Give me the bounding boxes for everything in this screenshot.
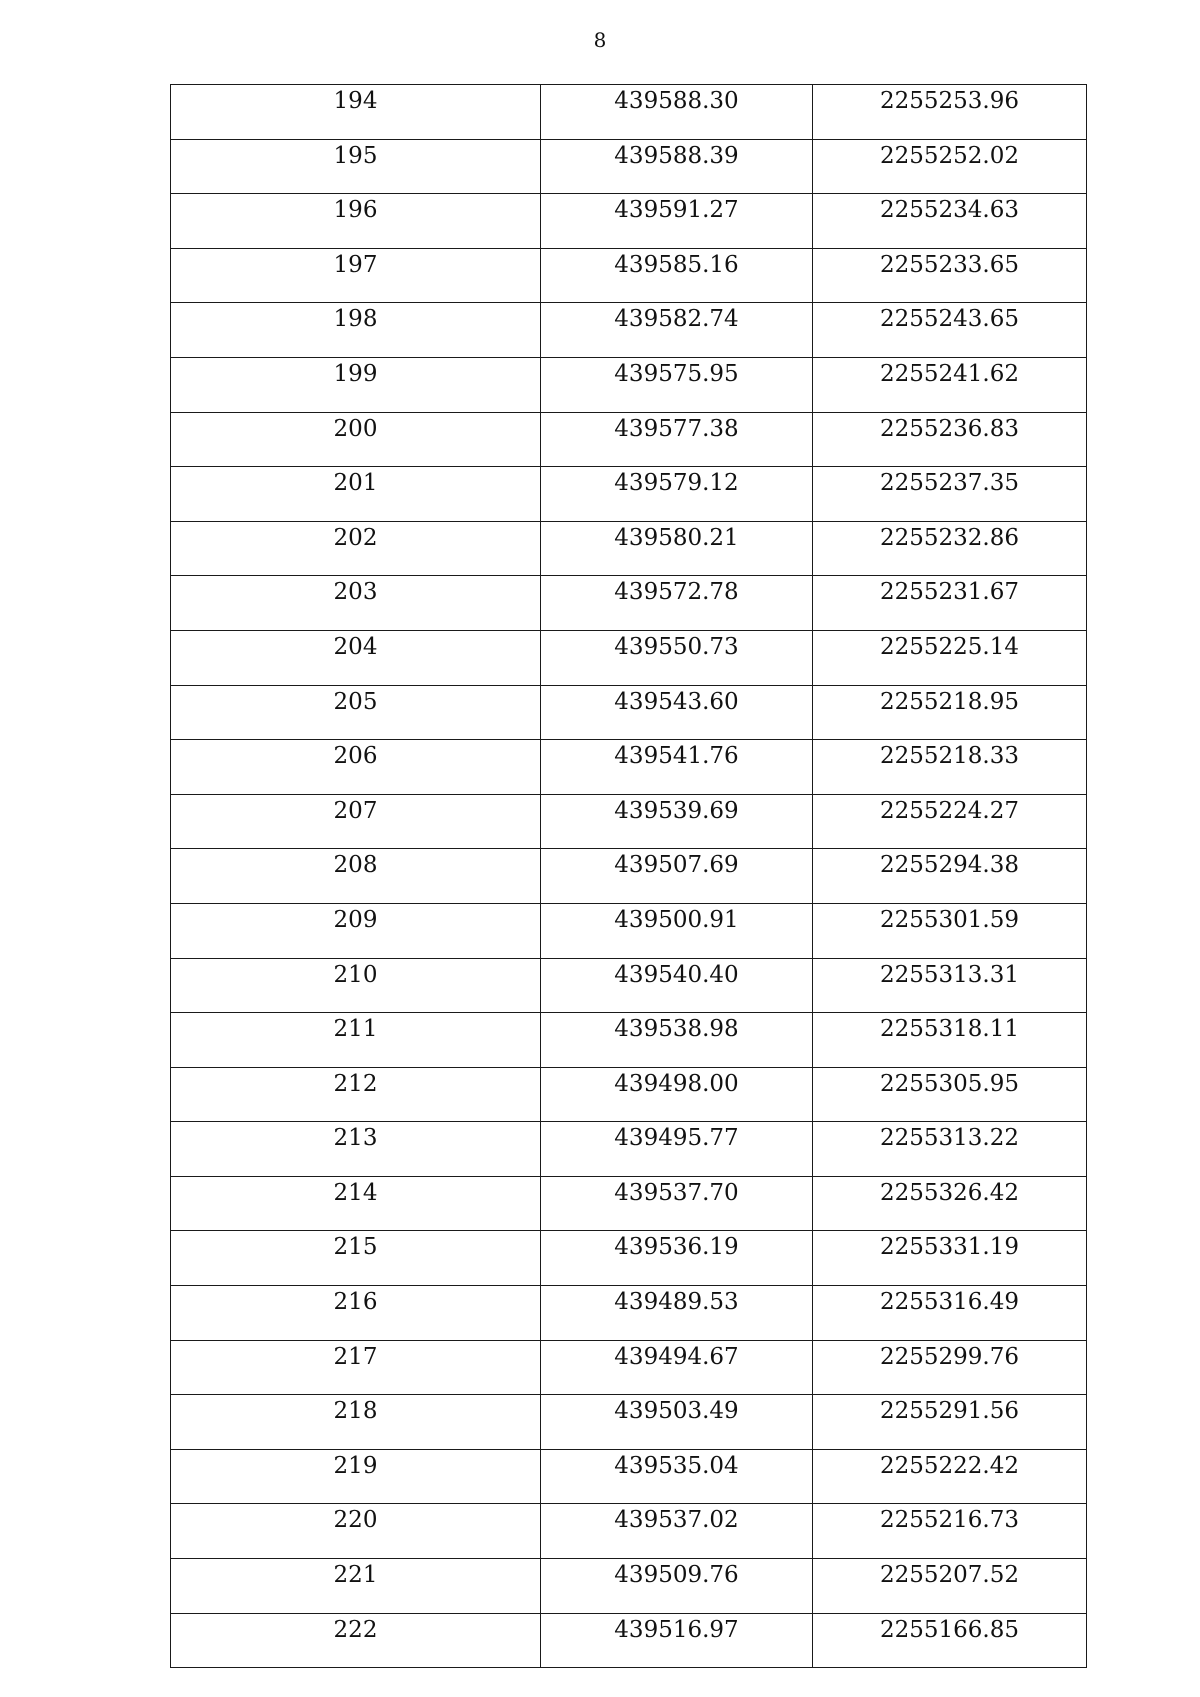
y-coordinate-cell-text: 2255316.49	[879, 1289, 1019, 1316]
point-number-cell-text: 196	[333, 197, 378, 224]
point-number-cell-text: 195	[333, 142, 378, 169]
y-coordinate-cell	[813, 1559, 1087, 1614]
point-number-cell	[171, 1559, 541, 1614]
point-number-cell-text: 221	[333, 1562, 378, 1589]
y-coordinate-cell-text: 2255313.22	[879, 1125, 1019, 1152]
point-number-cell	[171, 248, 541, 303]
x-coordinate-cell-text: 439507.69	[614, 852, 739, 879]
y-coordinate-cell	[813, 849, 1087, 904]
x-coordinate-cell	[541, 1504, 813, 1559]
y-coordinate-cell-text: 2255218.95	[879, 688, 1019, 715]
y-coordinate-cell-text: 2255216.73	[879, 1507, 1019, 1534]
y-coordinate-cell	[813, 139, 1087, 194]
x-coordinate-cell	[541, 849, 813, 904]
point-number-cell-text: 194	[333, 88, 378, 114]
point-number-cell	[171, 1286, 541, 1341]
x-coordinate-cell	[541, 1286, 813, 1341]
y-coordinate-cell	[813, 1286, 1087, 1341]
x-coordinate-cell	[541, 303, 813, 358]
y-coordinate-cell	[813, 740, 1087, 795]
table-row	[171, 1122, 1087, 1177]
x-coordinate-cell-text: 439539.69	[614, 797, 739, 824]
x-coordinate-cell-text: 439580.21	[614, 524, 739, 551]
x-coordinate-cell	[541, 685, 813, 740]
x-coordinate-cell-text: 439500.91	[614, 906, 739, 933]
point-number-cell	[171, 521, 541, 576]
point-number-cell	[171, 958, 541, 1013]
table-row	[171, 357, 1087, 412]
y-coordinate-cell-text: 2255252.02	[879, 142, 1019, 169]
x-coordinate-cell	[541, 794, 813, 849]
point-number-cell-text: 197	[333, 251, 378, 278]
x-coordinate-cell-text: 439579.12	[614, 470, 739, 497]
table-body	[171, 85, 1087, 1668]
point-number-cell	[171, 740, 541, 795]
y-coordinate-cell	[813, 1395, 1087, 1450]
y-coordinate-cell	[813, 194, 1087, 249]
point-number-cell	[171, 903, 541, 958]
page-number: 8	[593, 28, 607, 52]
x-coordinate-cell	[541, 1176, 813, 1231]
table-row	[171, 521, 1087, 576]
x-coordinate-cell-text: 439537.70	[614, 1179, 739, 1206]
table-row	[171, 903, 1087, 958]
point-number-cell-text: 216	[333, 1289, 378, 1316]
point-number-cell-text: 207	[333, 797, 378, 824]
x-coordinate-cell-text: 439541.76	[614, 743, 739, 770]
table-row	[171, 1613, 1087, 1668]
x-coordinate-cell-text: 439494.67	[614, 1343, 739, 1370]
table-row	[171, 412, 1087, 467]
x-coordinate-cell	[541, 903, 813, 958]
point-number-cell-text: 215	[333, 1234, 378, 1261]
point-number-cell	[171, 576, 541, 631]
y-coordinate-cell	[813, 521, 1087, 576]
y-coordinate-cell-text: 2255225.14	[879, 633, 1019, 660]
point-number-cell-text: 199	[333, 360, 378, 387]
x-coordinate-cell-text: 439582.74	[614, 306, 739, 333]
point-number-cell	[171, 1231, 541, 1286]
point-number-cell	[171, 630, 541, 685]
y-coordinate-cell	[813, 1504, 1087, 1559]
y-coordinate-cell-text: 2255299.76	[879, 1343, 1019, 1370]
y-coordinate-cell-text: 2255237.35	[879, 470, 1019, 497]
y-coordinate-cell	[813, 357, 1087, 412]
point-number-cell	[171, 1067, 541, 1122]
point-number-cell	[171, 1449, 541, 1504]
y-coordinate-cell-text: 2255253.96	[879, 88, 1019, 114]
point-number-cell-text: 218	[333, 1398, 378, 1425]
y-coordinate-cell	[813, 85, 1087, 140]
y-coordinate-cell	[813, 1340, 1087, 1395]
x-coordinate-cell	[541, 1559, 813, 1614]
point-number-cell-text: 210	[333, 961, 378, 988]
point-number-cell-text: 202	[333, 524, 378, 551]
x-coordinate-cell	[541, 412, 813, 467]
y-coordinate-cell-text: 2255291.56	[879, 1398, 1019, 1425]
table-row	[171, 958, 1087, 1013]
x-coordinate-cell	[541, 85, 813, 140]
point-number-cell-text: 222	[333, 1616, 378, 1643]
x-coordinate-cell-text: 439509.76	[614, 1562, 739, 1589]
x-coordinate-cell-text: 439588.39	[614, 142, 739, 169]
y-coordinate-cell-text: 2255331.19	[879, 1234, 1019, 1261]
x-coordinate-cell	[541, 248, 813, 303]
y-coordinate-cell	[813, 1449, 1087, 1504]
point-number-cell	[171, 194, 541, 249]
y-coordinate-cell-text: 2255236.83	[879, 415, 1019, 442]
y-coordinate-cell	[813, 630, 1087, 685]
y-coordinate-cell	[813, 1067, 1087, 1122]
table-row	[171, 1504, 1087, 1559]
y-coordinate-cell	[813, 303, 1087, 358]
y-coordinate-cell	[813, 1231, 1087, 1286]
x-coordinate-cell-text: 439495.77	[614, 1125, 739, 1152]
table-row	[171, 1559, 1087, 1614]
point-number-cell	[171, 412, 541, 467]
x-coordinate-cell-text: 439575.95	[614, 360, 739, 387]
point-number-cell-text: 211	[333, 1016, 378, 1043]
x-coordinate-cell	[541, 1449, 813, 1504]
point-number-cell	[171, 794, 541, 849]
y-coordinate-cell-text: 2255241.62	[879, 360, 1019, 387]
y-coordinate-cell-text: 2255224.27	[879, 797, 1019, 824]
table-row	[171, 303, 1087, 358]
x-coordinate-cell-text: 439538.98	[614, 1016, 739, 1043]
y-coordinate-cell-text: 2255166.85	[879, 1616, 1019, 1643]
x-coordinate-cell-text: 439585.16	[614, 251, 739, 278]
y-coordinate-cell-text: 2255233.65	[879, 251, 1019, 278]
point-number-cell-text: 220	[333, 1507, 378, 1534]
point-number-cell-text: 200	[333, 415, 378, 442]
point-number-cell	[171, 357, 541, 412]
table-row	[171, 1340, 1087, 1395]
table-row	[171, 630, 1087, 685]
point-number-cell-text: 204	[333, 633, 378, 660]
x-coordinate-cell-text: 439572.78	[614, 579, 739, 606]
y-coordinate-cell-text: 2255326.42	[879, 1179, 1019, 1206]
x-coordinate-cell-text: 439498.00	[614, 1070, 739, 1097]
y-coordinate-cell-text: 2255313.31	[879, 961, 1019, 988]
x-coordinate-cell-text: 439537.02	[614, 1507, 739, 1534]
x-coordinate-cell	[541, 357, 813, 412]
y-coordinate-cell-text: 2255305.95	[879, 1070, 1019, 1097]
x-coordinate-cell	[541, 1067, 813, 1122]
table-row	[171, 1013, 1087, 1068]
x-coordinate-cell-text: 439489.53	[614, 1289, 739, 1316]
table-row	[171, 248, 1087, 303]
y-coordinate-cell	[813, 903, 1087, 958]
x-coordinate-cell	[541, 139, 813, 194]
y-coordinate-cell	[813, 1613, 1087, 1668]
point-number-cell-text: 212	[333, 1070, 378, 1097]
point-number-cell	[171, 1613, 541, 1668]
table-row	[171, 1176, 1087, 1231]
point-number-cell	[171, 1504, 541, 1559]
y-coordinate-cell	[813, 467, 1087, 522]
y-coordinate-cell	[813, 794, 1087, 849]
point-number-cell-text: 209	[333, 906, 378, 933]
y-coordinate-cell-text: 2255234.63	[879, 197, 1019, 224]
point-number-cell-text: 208	[333, 852, 378, 879]
point-number-cell	[171, 849, 541, 904]
y-coordinate-cell	[813, 1122, 1087, 1177]
x-coordinate-cell-text: 439536.19	[614, 1234, 739, 1261]
y-coordinate-cell-text: 2255218.33	[879, 743, 1019, 770]
point-number-cell	[171, 139, 541, 194]
point-number-cell-text: 213	[333, 1125, 378, 1152]
point-number-cell	[171, 303, 541, 358]
point-number-cell-text: 203	[333, 579, 378, 606]
y-coordinate-cell-text: 2255294.38	[879, 852, 1019, 879]
point-number-cell-text: 201	[333, 470, 378, 497]
x-coordinate-cell	[541, 1231, 813, 1286]
table-row	[171, 685, 1087, 740]
point-number-cell	[171, 467, 541, 522]
point-number-cell	[171, 1340, 541, 1395]
x-coordinate-cell	[541, 958, 813, 1013]
x-coordinate-cell-text: 439535.04	[614, 1452, 739, 1479]
y-coordinate-cell	[813, 958, 1087, 1013]
table-row	[171, 194, 1087, 249]
point-number-cell-text: 206	[333, 743, 378, 770]
table-row	[171, 1286, 1087, 1341]
y-coordinate-cell	[813, 412, 1087, 467]
x-coordinate-cell	[541, 1122, 813, 1177]
y-coordinate-cell-text: 2255243.65	[879, 306, 1019, 333]
x-coordinate-cell	[541, 1395, 813, 1450]
table-row	[171, 139, 1087, 194]
x-coordinate-cell	[541, 1340, 813, 1395]
y-coordinate-cell	[813, 576, 1087, 631]
y-coordinate-cell-text: 2255301.59	[879, 906, 1019, 933]
x-coordinate-cell	[541, 521, 813, 576]
point-number-cell	[171, 85, 541, 140]
point-number-cell-text: 205	[333, 688, 378, 715]
x-coordinate-cell-text: 439588.30	[614, 88, 739, 114]
table-row	[171, 794, 1087, 849]
point-number-cell-text: 214	[333, 1179, 378, 1206]
x-coordinate-cell	[541, 1013, 813, 1068]
point-number-cell	[171, 1122, 541, 1177]
y-coordinate-cell-text: 2255222.42	[879, 1452, 1019, 1479]
point-number-cell-text: 217	[333, 1343, 378, 1370]
point-number-cell-text: 198	[333, 306, 378, 333]
x-coordinate-cell	[541, 467, 813, 522]
point-number-cell-text: 219	[333, 1452, 378, 1479]
y-coordinate-cell-text: 2255231.67	[879, 579, 1019, 606]
point-number-cell	[171, 1013, 541, 1068]
x-coordinate-cell	[541, 576, 813, 631]
table-row	[171, 1231, 1087, 1286]
table-row	[171, 576, 1087, 631]
point-number-cell	[171, 1395, 541, 1450]
coordinates-table	[170, 84, 1087, 1668]
table-row	[171, 849, 1087, 904]
table-row	[171, 1067, 1087, 1122]
x-coordinate-cell-text: 439503.49	[614, 1398, 739, 1425]
table-row	[171, 85, 1087, 140]
point-number-cell	[171, 1176, 541, 1231]
table-row	[171, 740, 1087, 795]
y-coordinate-cell	[813, 1013, 1087, 1068]
x-coordinate-cell	[541, 194, 813, 249]
y-coordinate-cell-text: 2255318.11	[879, 1016, 1019, 1043]
x-coordinate-cell	[541, 1613, 813, 1668]
y-coordinate-cell	[813, 1176, 1087, 1231]
x-coordinate-cell-text: 439516.97	[614, 1616, 739, 1643]
y-coordinate-cell-text: 2255207.52	[879, 1562, 1019, 1589]
x-coordinate-cell-text: 439550.73	[614, 633, 739, 660]
table-row	[171, 467, 1087, 522]
x-coordinate-cell-text: 439577.38	[614, 415, 739, 442]
y-coordinate-cell-text: 2255232.86	[879, 524, 1019, 551]
x-coordinate-cell-text: 439543.60	[614, 688, 739, 715]
x-coordinate-cell-text: 439540.40	[614, 961, 739, 988]
table-row	[171, 1449, 1087, 1504]
y-coordinate-cell	[813, 248, 1087, 303]
x-coordinate-cell	[541, 630, 813, 685]
y-coordinate-cell	[813, 685, 1087, 740]
x-coordinate-cell-text: 439591.27	[614, 197, 739, 224]
x-coordinate-cell	[541, 740, 813, 795]
point-number-cell	[171, 685, 541, 740]
table-row	[171, 1395, 1087, 1450]
